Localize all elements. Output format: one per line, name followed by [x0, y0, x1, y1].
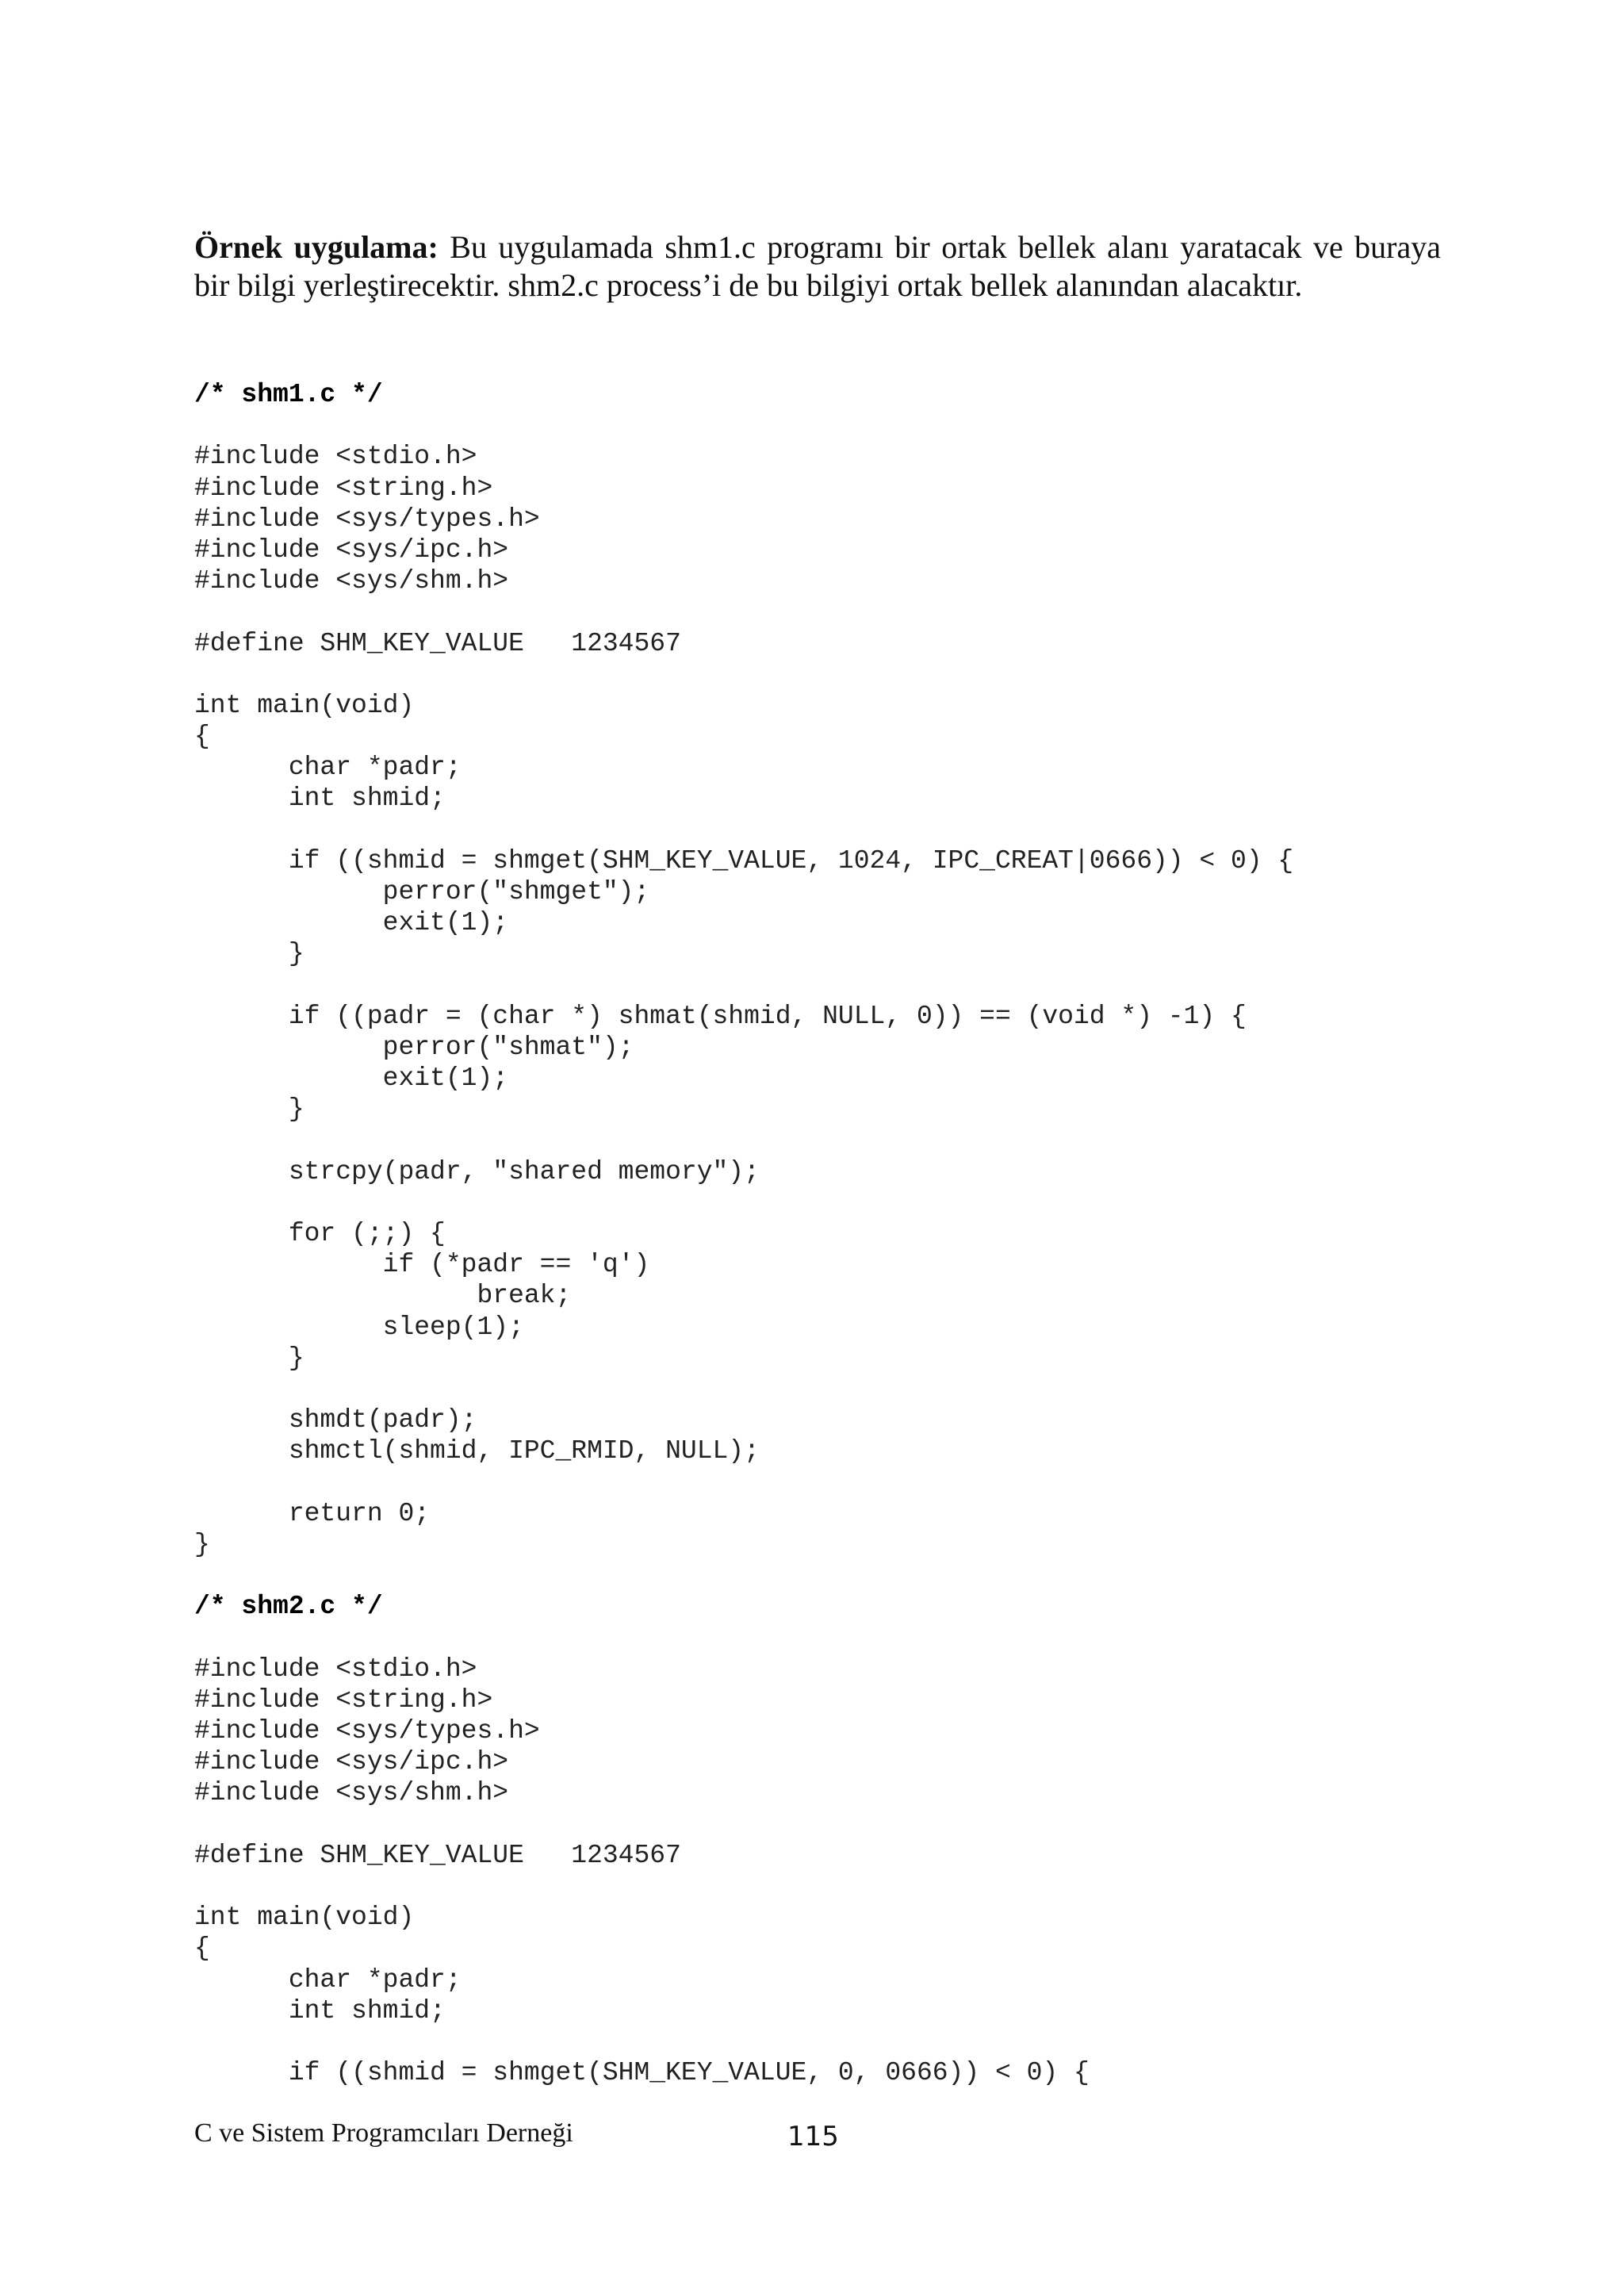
code-line: exit(1);	[194, 1064, 509, 1094]
code-line: #include <sys/types.h>	[194, 1716, 540, 1746]
code-line: int shmid;	[194, 784, 446, 814]
intro-paragraph	[194, 228, 1441, 305]
code-line: if ((shmid = shmget(SHM_KEY_VALUE, 1024, IPC_CREAT|0666)) < 0) {	[194, 845, 1294, 876]
code-line: for (;;) {	[194, 1219, 446, 1249]
code-line	[194, 1187, 1542, 1218]
code-line: #include <sys/shm.h>	[194, 1778, 509, 1808]
code-line: }	[194, 939, 304, 969]
code-line: #define SHM_KEY_VALUE 1234567	[194, 628, 681, 658]
page-number: 115	[787, 2121, 839, 2152]
code-line: exit(1);	[194, 908, 509, 938]
code-line: #include <string.h>	[194, 473, 493, 503]
code-line: }	[194, 1343, 304, 1373]
code-line: int main(void)	[194, 690, 415, 720]
code-line	[194, 815, 1542, 845]
code-line: return 0;	[194, 1498, 431, 1528]
code-line: #include <sys/ipc.h>	[194, 535, 509, 565]
code-line	[194, 1809, 1542, 1840]
code-line: break;	[194, 1281, 572, 1311]
code-line: {	[194, 722, 210, 752]
code-line: strcpy(padr, "shared memory");	[194, 1156, 760, 1186]
code-comment-line: /* shm1.c */	[194, 380, 383, 409]
code-line	[194, 970, 1542, 1001]
code-line	[194, 1125, 1542, 1156]
code-listing	[194, 379, 1542, 2088]
code-line: int main(void)	[194, 1903, 415, 1933]
code-line	[194, 1560, 1542, 1591]
code-line: perror("shmget");	[194, 877, 650, 907]
code-line: #include <sys/shm.h>	[194, 566, 509, 596]
footer-organization: C ve Sistem Programcıları Derneği	[194, 2118, 573, 2148]
code-line: shmctl(shmid, IPC_RMID, NULL);	[194, 1436, 760, 1466]
code-line: if (*padr == 'q')	[194, 1250, 650, 1280]
code-line: shmdt(padr);	[194, 1405, 477, 1435]
code-line: #include <string.h>	[194, 1685, 493, 1715]
code-line: #include <stdio.h>	[194, 1654, 477, 1684]
code-line: perror("shmat");	[194, 1032, 634, 1062]
code-line: if ((shmid = shmget(SHM_KEY_VALUE, 0, 0666)) < 0) {	[194, 2058, 1090, 2088]
code-line: #include <sys/types.h>	[194, 504, 540, 534]
code-line: if ((padr = (char *) shmat(shmid, NULL, 0)) == (void *) -1) {	[194, 1001, 1247, 1031]
intro-label: Örnek uygulama:	[194, 229, 439, 265]
code-comment-line: /* shm2.c */	[194, 1592, 383, 1622]
code-line: char *padr;	[194, 1964, 462, 1995]
code-line: #include <stdio.h>	[194, 442, 477, 472]
code-line: }	[194, 1529, 210, 1559]
code-line	[194, 1623, 1542, 1654]
code-line: #include <sys/ipc.h>	[194, 1747, 509, 1777]
code-line: char *padr;	[194, 753, 462, 783]
code-line	[194, 1871, 1542, 1902]
code-line	[194, 1374, 1542, 1405]
code-line: int shmid;	[194, 1995, 446, 2026]
code-line	[194, 596, 1542, 627]
code-line: {	[194, 1934, 210, 1964]
code-line	[194, 659, 1542, 690]
code-line	[194, 2026, 1542, 2057]
code-line: sleep(1);	[194, 1312, 524, 1342]
code-line	[194, 1467, 1542, 1498]
intro-text: Bu uygulamada shm1.c programı bir ortak bellek alanı yaratacak ve buraya bir bilgi yerleştirecektir. shm2.c process’i de bu bilgiyi ortak bellek alanından alacaktır.	[194, 229, 1441, 303]
code-line: #define SHM_KEY_VALUE 1234567	[194, 1840, 681, 1870]
code-line	[194, 410, 1542, 441]
code-line: }	[194, 1094, 304, 1125]
